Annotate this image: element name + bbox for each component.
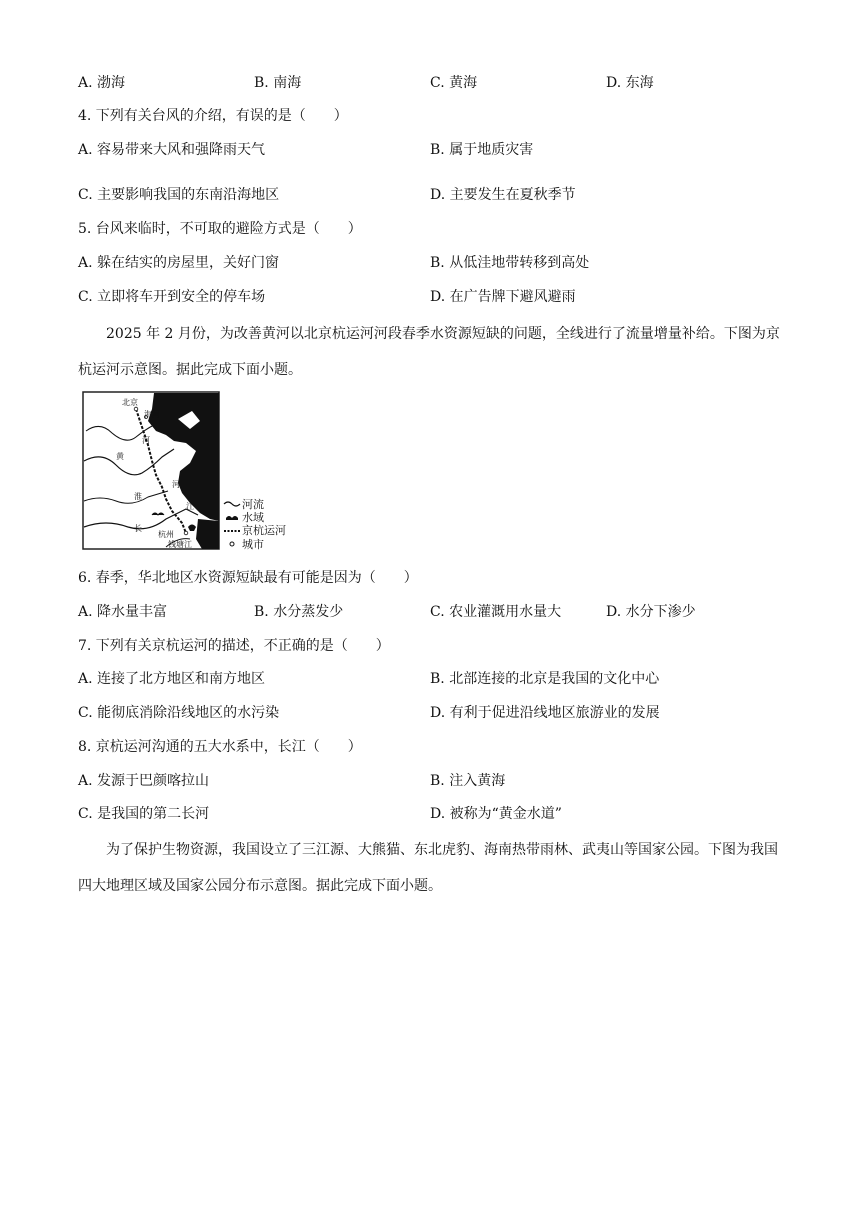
legend-canal: 京杭运河	[242, 524, 286, 537]
q7-options-row2	[78, 702, 778, 724]
q3-option-c: C. 黄海	[430, 75, 478, 91]
legend-city-icon	[230, 542, 234, 546]
label-qiantangjiang: 钱塘江	[168, 540, 192, 549]
q8-option-a: A. 发源于巴颜喀拉山	[78, 773, 210, 789]
legend-city: 城市	[242, 538, 264, 551]
q7-options-row1	[78, 668, 778, 690]
q6-option-b: B. 水分蒸发少	[254, 604, 344, 620]
city-beijing	[134, 407, 138, 411]
label-beijing: 北京	[122, 398, 138, 407]
q4-stem: 4. 下列有关台风的介绍，有误的是（ ）	[78, 108, 348, 124]
passage-national-parks: 为了保护生物资源，我国设立了三江源、大熊猫、东北虎豹、海南热带雨林、武夷山等国家公园。下图为我国四大地理区域及国家公园分布示意图。据此完成下面小题。	[78, 842, 778, 894]
q6-option-c: C. 农业灌溉用水量大	[430, 604, 562, 620]
q3-option-b: B. 南海	[254, 75, 302, 91]
q7-option-c: C. 能彻底消除沿线地区的水污染	[78, 705, 280, 721]
label-he2: 河	[172, 480, 180, 489]
label-chang: 长	[134, 524, 142, 533]
label-huai: 淮	[134, 492, 142, 501]
q5-option-d: D. 在广告牌下避风避雨	[430, 289, 576, 305]
q4-option-a: A. 容易带来大风和强降雨天气	[78, 142, 266, 158]
q4-option-b: B. 属于地质灾害	[430, 142, 534, 158]
q5-option-b: B. 从低洼地带转移到高处	[430, 255, 590, 271]
q5-options-row2	[78, 286, 778, 308]
q7-option-d: D. 有利于促进沿线地区旅游业的发展	[430, 705, 660, 721]
q8-options-row1	[78, 770, 778, 792]
q4-option-c: C. 主要影响我国的东南沿海地区	[78, 187, 280, 203]
label-he1: 河	[142, 436, 150, 445]
q7-stem: 7. 下列有关京杭运河的描述，不正确的是（ ）	[78, 638, 390, 654]
q3-option-d: D. 东海	[606, 75, 654, 91]
q4-options-row2	[78, 184, 778, 206]
q8-stem: 8. 京杭运河沟通的五大水系中，长江（ ）	[78, 739, 362, 755]
label-haihe: 海河	[144, 410, 160, 419]
q3-option-a: A. 渤海	[78, 75, 126, 91]
q5-option-c: C. 立即将车开到安全的停车场	[78, 289, 266, 305]
passage-grand-canal: 2025 年 2 月份，为改善黄河以北京杭运河河段春季水资源短缺的问题，全线进行了流量增量补给。下图为京杭运河示意图。据此完成下面小题。	[78, 326, 780, 378]
q7-option-b: B. 北部连接的北京是我国的文化中心	[430, 671, 660, 687]
q5-options-row1	[78, 252, 778, 274]
label-hangzhou: 杭州	[158, 530, 174, 539]
legend-water: 水域	[242, 511, 264, 524]
q4-options-row1	[78, 139, 778, 161]
q6-option-a: A. 降水量丰富	[78, 604, 168, 620]
q5-option-a: A. 躲在结实的房屋里，关好门窗	[78, 255, 280, 271]
q4-option-d: D. 主要发生在夏秋季节	[430, 187, 576, 203]
q8-options-row2	[78, 803, 778, 825]
q3-options	[78, 72, 778, 94]
city-hangzhou	[184, 531, 188, 535]
q7-option-a: A. 连接了北方地区和南方地区	[78, 671, 266, 687]
legend-river-icon	[224, 502, 240, 506]
q6-options	[78, 601, 778, 623]
legend-water-icon	[226, 516, 238, 520]
grand-canal-map	[82, 391, 302, 551]
q6-stem: 6. 春季，华北地区水资源短缺最有可能是因为（ ）	[78, 570, 418, 586]
label-huang: 黄	[116, 452, 124, 461]
label-jiang: 江	[186, 502, 194, 511]
q8-option-b: B. 注入黄海	[430, 773, 506, 789]
legend-river: 河流	[242, 498, 264, 511]
q5-stem: 5. 台风来临时，不可取的避险方式是（ ）	[78, 221, 362, 237]
q8-option-c: C. 是我国的第二长河	[78, 806, 210, 822]
q8-option-d: D. 被称为“黄金水道”	[430, 806, 562, 822]
q6-option-d: D. 水分下渗少	[606, 604, 696, 620]
sea-south	[196, 519, 219, 549]
